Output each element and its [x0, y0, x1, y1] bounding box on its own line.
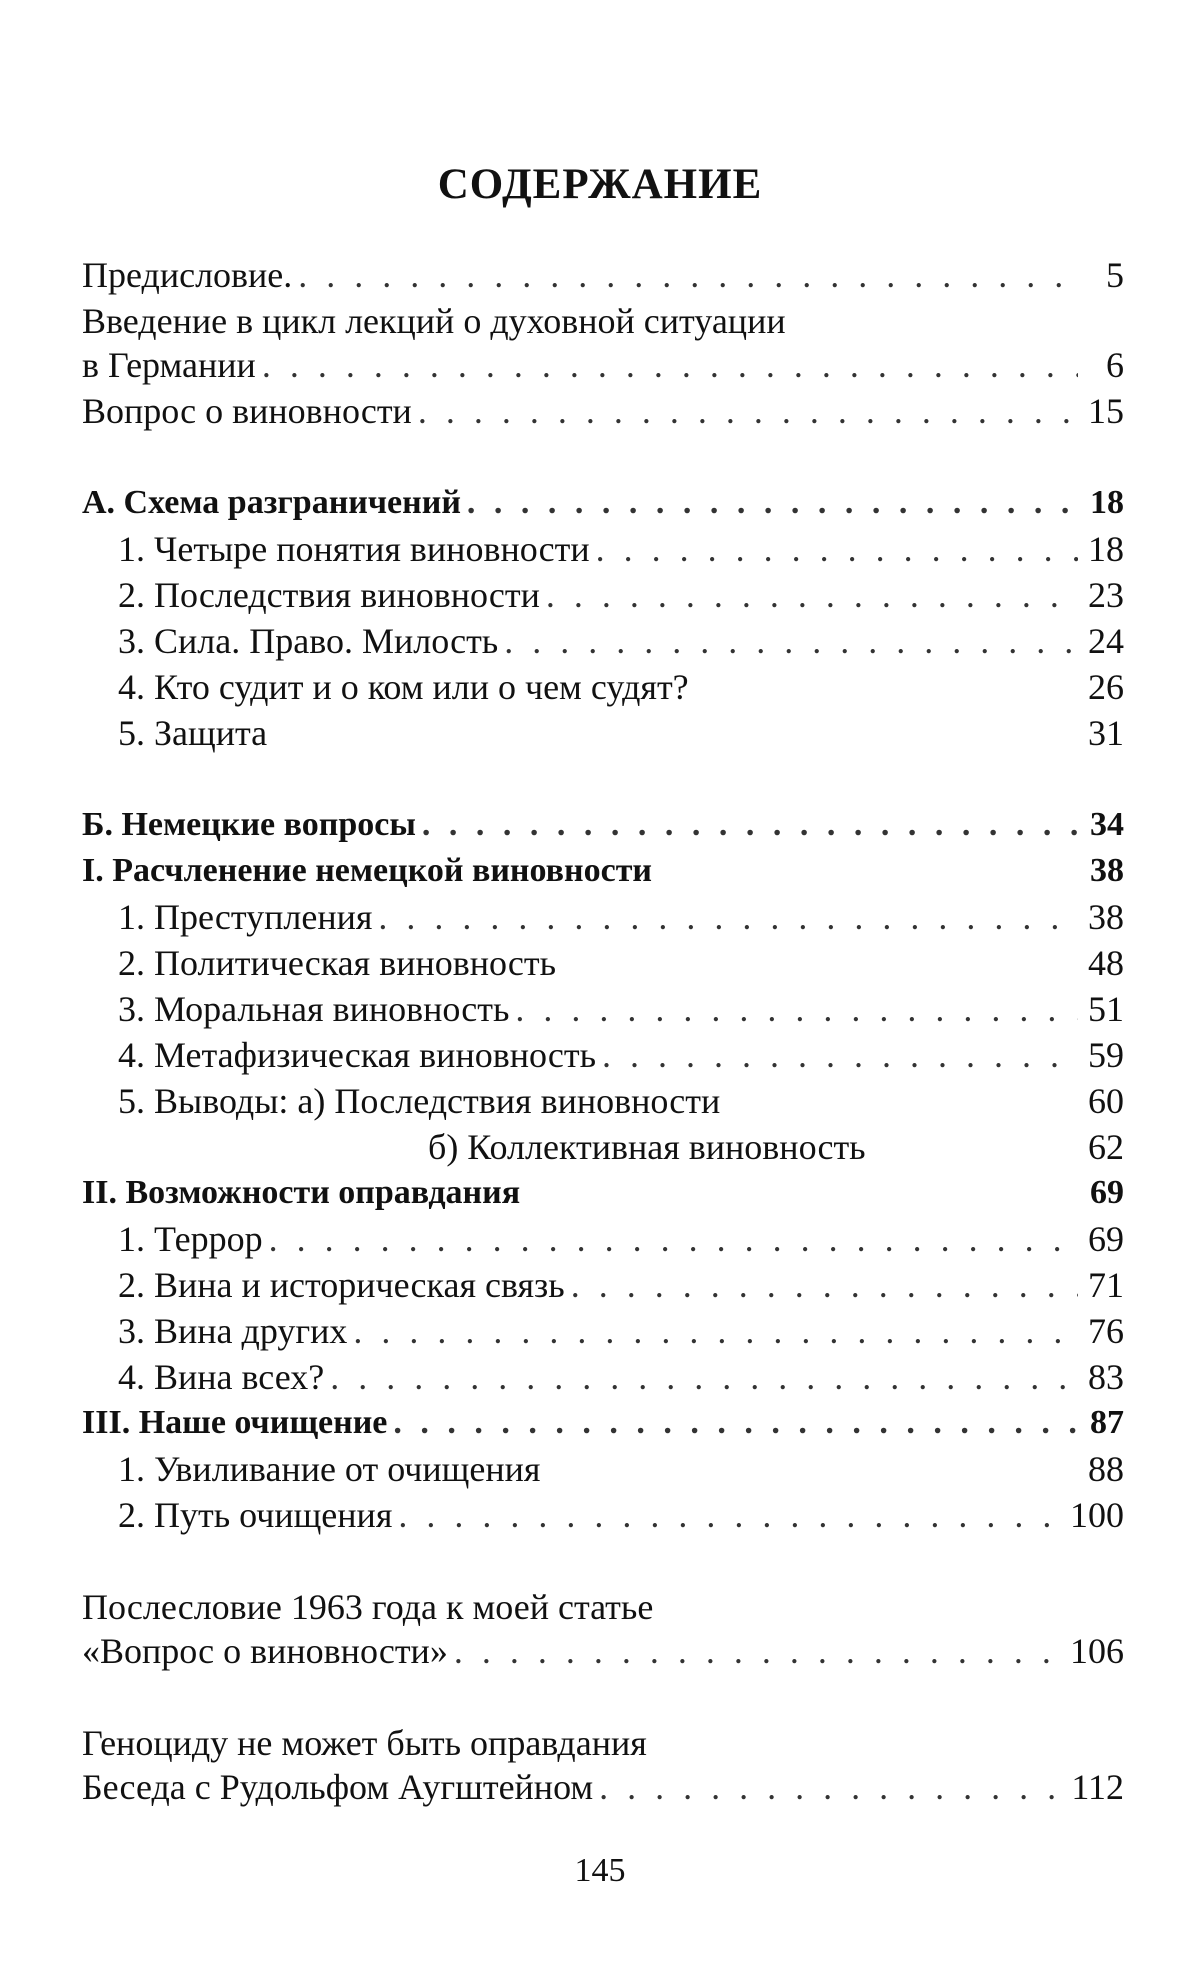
toc-section-heading: [82, 802, 1124, 848]
toc-entry-label: А. Схема разграничений: [82, 484, 461, 521]
toc-entry-label: 1. Четыре понятия виновности: [118, 529, 590, 569]
toc-entry-label: 1. Увиливание от очищения: [118, 1449, 541, 1489]
toc-entry-label: 3. Вина других: [118, 1311, 348, 1351]
toc-entry-page: 87: [1090, 1404, 1124, 1441]
toc-entry-page: 6: [1106, 345, 1124, 385]
dot-leader: [418, 388, 1078, 434]
page-number: 145: [574, 1852, 626, 1889]
section-spacer: [82, 756, 1124, 802]
toc-entry: [82, 664, 1124, 710]
dot-leader: [262, 342, 1078, 388]
toc-entry-page: 26: [1088, 667, 1124, 707]
toc-entry-label: Беседа с Рудольфом Аугштейном: [82, 1767, 594, 1807]
toc-subsection-heading: [82, 848, 1124, 894]
toc-entry: [82, 1764, 1124, 1810]
dot-leader: [546, 572, 1078, 618]
toc-entry: [82, 526, 1124, 572]
toc-entry-label: Предисловие.: [82, 255, 293, 295]
toc-entry-label: 3. Моральная виновность: [118, 989, 510, 1029]
toc-entry: [82, 618, 1124, 664]
toc-entry-label: Геноциду не может быть оправдания: [82, 1723, 647, 1763]
toc-entry: [82, 940, 1124, 986]
toc-subsection-heading: [82, 1170, 1124, 1216]
toc-entry-page: 18: [1088, 529, 1124, 569]
toc-entry-label: 3. Сила. Право. Милость: [118, 621, 499, 661]
section-spacer: [82, 1674, 1124, 1720]
toc-entry: [82, 894, 1124, 940]
toc-entry-label: 2. Путь очищения: [118, 1495, 393, 1535]
toc-entry-label: 2. Последствия виновности: [118, 575, 540, 615]
toc-entry-page: 83: [1088, 1357, 1124, 1397]
dot-leader: [454, 1628, 1064, 1674]
toc-entry-page: 34: [1090, 806, 1124, 843]
toc-entry-page: 106: [1070, 1631, 1124, 1671]
toc-entry-label: Вопрос о виновности: [82, 391, 412, 431]
toc-subsection-heading: [82, 1400, 1124, 1446]
toc-entry-page: 100: [1070, 1495, 1124, 1535]
toc-entry-label: 5. Защита: [118, 713, 268, 753]
toc-entry: [82, 1308, 1124, 1354]
section-spacer: [82, 434, 1124, 480]
toc-entry: [82, 710, 1124, 756]
toc-entry-page: 23: [1088, 575, 1124, 615]
toc-entry-page: 38: [1090, 852, 1124, 889]
section-spacer: [82, 1538, 1124, 1584]
toc-entry: [82, 1032, 1124, 1078]
table-of-contents: [82, 252, 1124, 1810]
toc-entry-page: 112: [1071, 1767, 1124, 1807]
toc-entry-label: II. Возможности оправдания: [82, 1174, 521, 1211]
toc-entry: [82, 1078, 1124, 1124]
toc-entry-page: 48: [1088, 943, 1124, 983]
toc-entry-page: 5: [1106, 255, 1124, 295]
toc-entry-label: 4. Метафизическая виновность: [118, 1035, 597, 1075]
toc-entry: [82, 1492, 1124, 1538]
dot-leader: [571, 1262, 1078, 1308]
toc-entry-page: 31: [1088, 713, 1124, 753]
toc-entry: [82, 1584, 1124, 1628]
toc-entry-label: 2. Вина и историческая связь: [118, 1265, 565, 1305]
toc-entry-label: III. Наше очищение: [82, 1404, 388, 1441]
toc-entry: [82, 1628, 1124, 1674]
toc-entry-page: 71: [1088, 1265, 1124, 1305]
toc-entry: [82, 986, 1124, 1032]
toc-entry-page: 88: [1088, 1449, 1124, 1489]
toc-entry-label: 1. Преступления: [118, 897, 373, 937]
toc-entry: [82, 572, 1124, 618]
toc-entry-page: 15: [1088, 391, 1124, 431]
toc-entry: [82, 1262, 1124, 1308]
toc-entry: [82, 1720, 1124, 1764]
toc-entry-page: 18: [1090, 484, 1124, 521]
toc-entry-page: 60: [1088, 1081, 1124, 1121]
toc-entry-label: 4. Кто судит и о ком или о чем судят?: [118, 667, 689, 707]
toc-entry: [82, 388, 1124, 434]
toc-entry-page: 76: [1088, 1311, 1124, 1351]
toc-entry-label: 2. Политическая виновность: [118, 943, 557, 983]
toc-entry-page: 62: [1088, 1127, 1124, 1167]
toc-entry: [82, 342, 1124, 388]
toc-entry-label: I. Расчленение немецкой виновности: [82, 852, 652, 889]
toc-entry: [82, 252, 1124, 298]
page-title: СОДЕРЖАНИЕ: [437, 161, 763, 208]
dot-leader: [378, 894, 1078, 940]
toc-entry-page: 69: [1090, 1174, 1124, 1211]
toc-entry-label: Б. Немецкие вопросы: [82, 806, 416, 843]
toc-entry-label: Послесловие 1963 года к моей статье: [82, 1587, 654, 1627]
dot-leader: [393, 1400, 1078, 1446]
dot-leader: [467, 480, 1078, 526]
dot-leader: [330, 1354, 1078, 1400]
toc-entry-label: 1. Террор: [118, 1219, 263, 1259]
dot-leader: [398, 1492, 1064, 1538]
toc-section-heading: [82, 480, 1124, 526]
toc-entry-page: 59: [1088, 1035, 1124, 1075]
toc-entry-label: 4. Вина всех?: [118, 1357, 325, 1397]
toc-entry-label: «Вопрос о виновности»: [82, 1631, 448, 1671]
dot-leader: [599, 1764, 1065, 1810]
toc-entry: [82, 1124, 1124, 1170]
toc-entry-page: 51: [1088, 989, 1124, 1029]
dot-leader: [269, 1216, 1078, 1262]
dot-leader: [504, 618, 1078, 664]
dot-leader: [353, 1308, 1078, 1354]
dot-leader: [602, 1032, 1078, 1078]
toc-entry-page: 69: [1088, 1219, 1124, 1259]
toc-entry: [82, 1216, 1124, 1262]
toc-entry-page: 24: [1088, 621, 1124, 661]
dot-leader: [422, 802, 1078, 848]
dot-leader: [515, 986, 1078, 1032]
dot-leader: [298, 252, 1078, 298]
dot-leader: [596, 526, 1078, 572]
toc-entry-label: в Германии: [82, 345, 256, 385]
toc-entry: [82, 298, 1124, 342]
toc-entry-label: б) Коллективная виновность: [428, 1127, 866, 1167]
toc-entry-page: 38: [1088, 897, 1124, 937]
toc-entry-label: Введение в цикл лекций о духовной ситуации: [82, 301, 786, 341]
toc-entry: [82, 1446, 1124, 1492]
toc-entry: [82, 1354, 1124, 1400]
toc-entry-label: 5. Выводы: а) Последствия виновности: [118, 1081, 721, 1121]
